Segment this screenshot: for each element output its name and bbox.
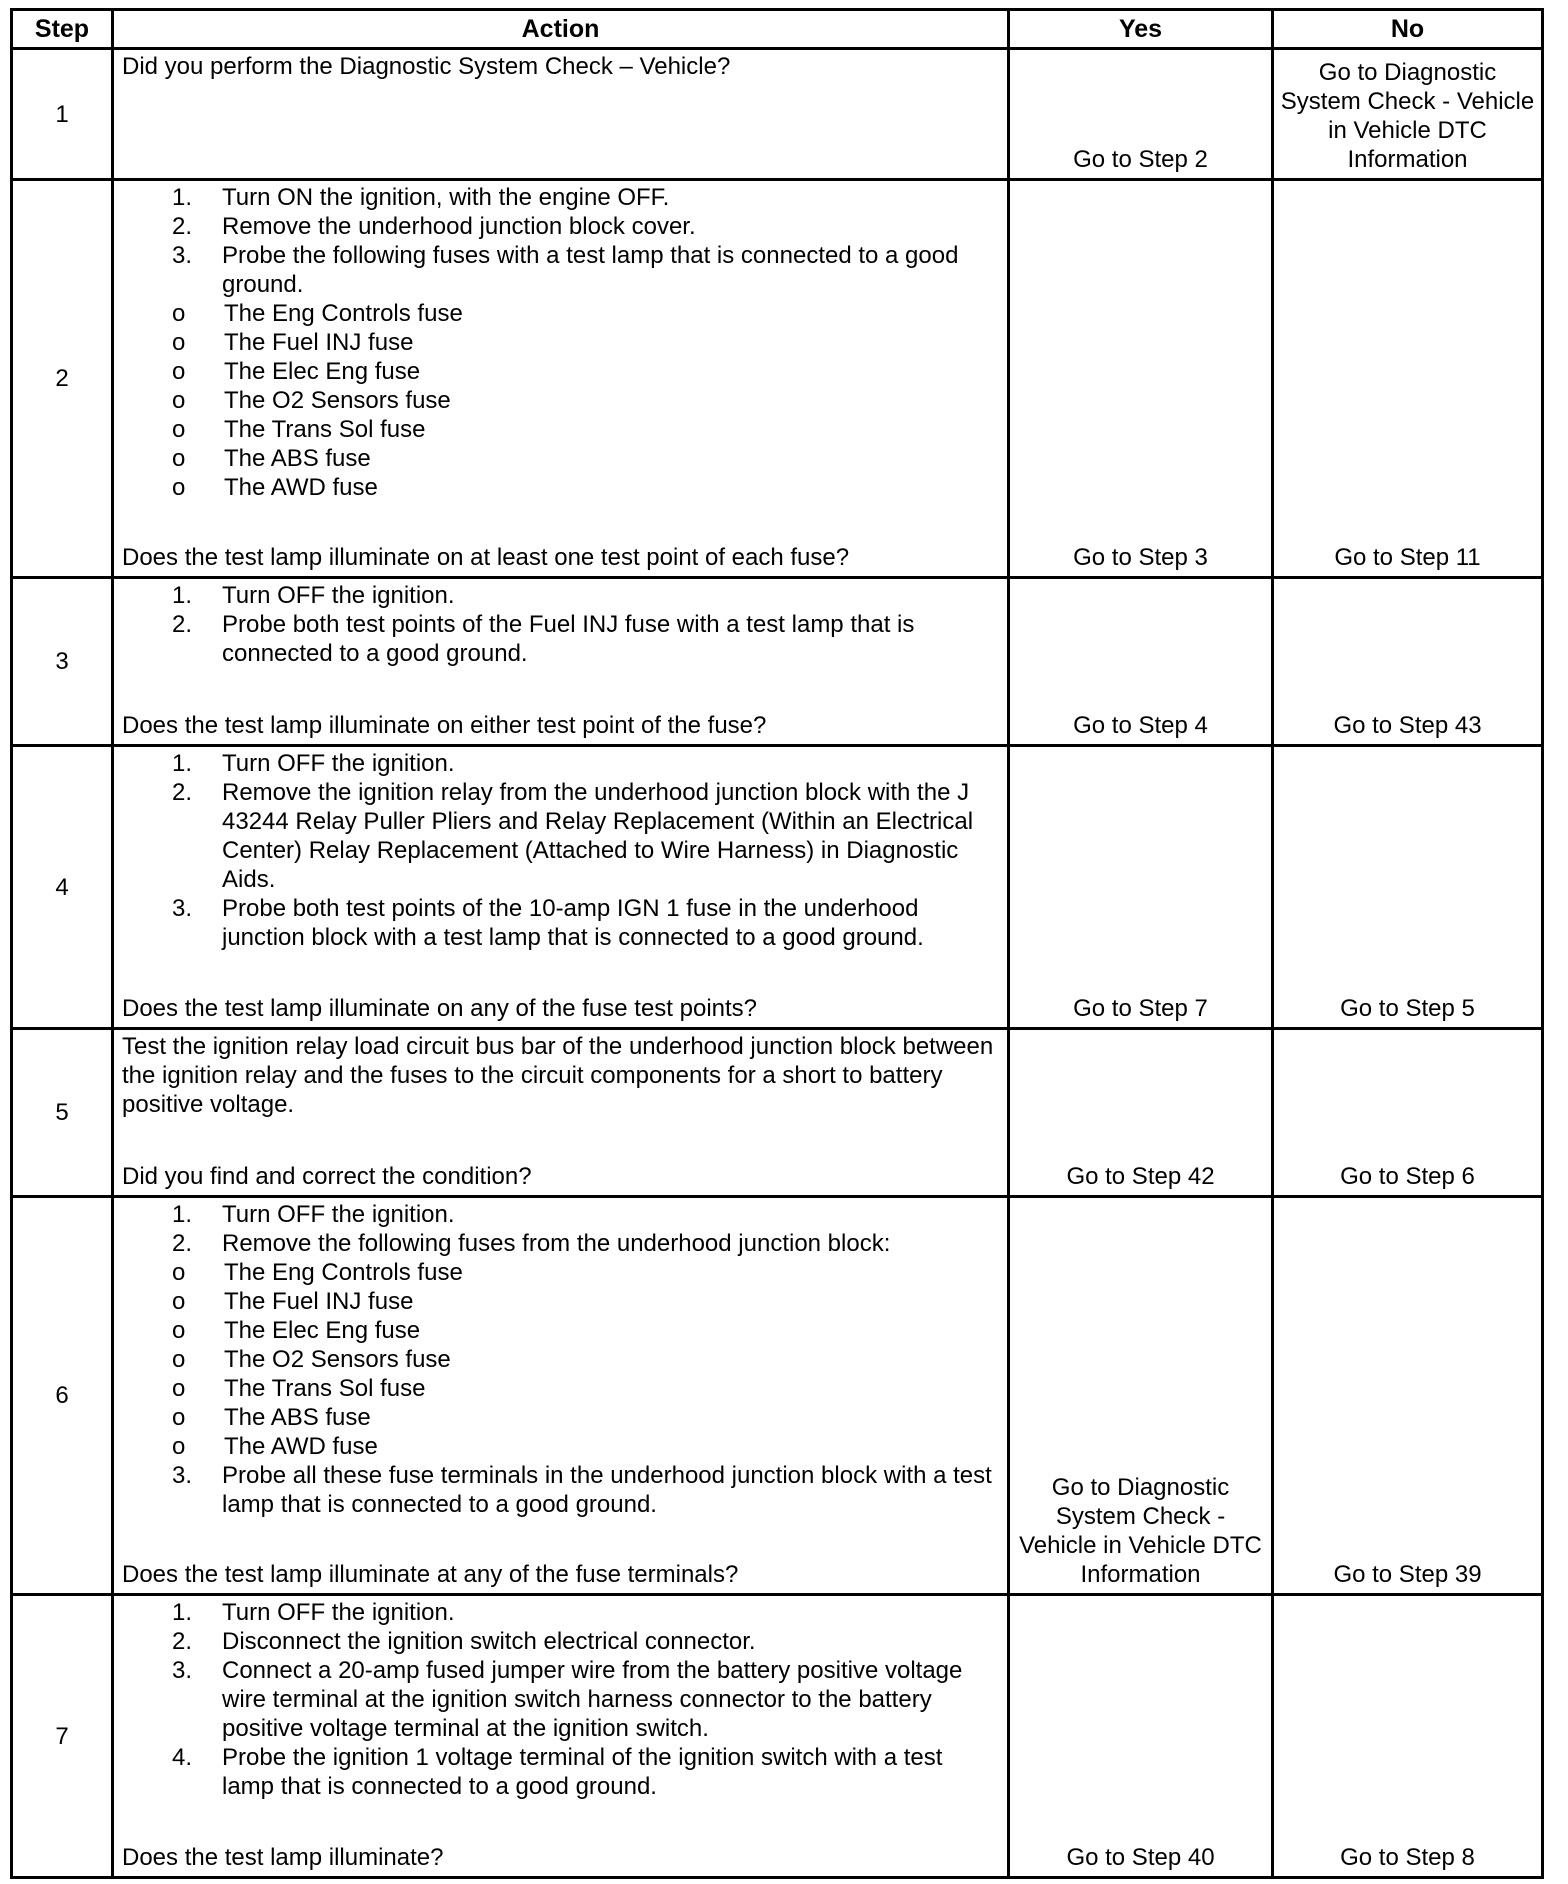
instruction-body (222, 212, 999, 241)
instruction-number: 2. (172, 213, 193, 240)
instruction-body (172, 241, 999, 502)
fuse-list-item (122, 415, 999, 444)
action-cell (113, 1197, 1009, 1595)
instruction-body (222, 1627, 999, 1656)
diagnostic-table (10, 8, 1544, 1879)
header-action: Action (113, 10, 1009, 49)
table-body (12, 49, 1543, 1878)
instruction-body (222, 183, 999, 212)
header-no: No (1273, 10, 1543, 49)
action-cell (113, 49, 1009, 180)
fuse-name: The Eng Controls fuse (224, 1259, 463, 1286)
circle-bullet-icon: o (172, 358, 186, 385)
fuse-list-item (122, 357, 999, 386)
action-instructions (122, 579, 999, 668)
table-row (12, 578, 1543, 746)
fuse-list-item (122, 1287, 999, 1316)
table-row (12, 49, 1543, 180)
action-cell (113, 578, 1009, 746)
circle-bullet-icon: o (172, 416, 186, 443)
instruction-number: 1. (172, 184, 193, 211)
step-number: 1 (12, 49, 113, 180)
no-outcome: Go to Step 5 (1273, 746, 1543, 1029)
instruction-body (222, 749, 999, 778)
instruction-item (122, 241, 999, 502)
action-content (122, 1596, 999, 1872)
fuse-list-item (122, 299, 999, 328)
instruction-item (122, 610, 999, 668)
action-question: Does the test lamp illuminate on either test point of the fuse? (122, 712, 767, 739)
circle-bullet-icon: o (172, 387, 186, 414)
action-question: Does the test lamp illuminate on at least one test point of each fuse? (122, 544, 850, 571)
table-row (12, 1595, 1543, 1878)
yes-outcome: Go to Step 42 (1009, 1029, 1273, 1197)
instruction-item (122, 778, 999, 894)
no-outcome: Go to Diagnostic System Check - Vehicle in Vehicle DTC Information (1273, 49, 1543, 180)
instruction-item (122, 1598, 999, 1627)
circle-bullet-icon: o (172, 300, 186, 327)
fuse-name: The Elec Eng fuse (224, 1317, 421, 1344)
instruction-body (222, 1461, 999, 1519)
yes-outcome: Go to Diagnostic System Check - Vehicle in Vehicle DTC Information (1009, 1197, 1273, 1595)
action-intro: Did you perform the Diagnostic System Check – Vehicle? (122, 53, 731, 80)
fuse-name: The Fuel INJ fuse (224, 329, 414, 356)
instruction-item (122, 1229, 999, 1461)
instruction-item (122, 581, 999, 610)
instruction-text: Remove the ignition relay from the underhood junction block with the J 43244 Relay Puller Pliers and Relay Replacement (Within an Electrical Center) Relay Replacement (Attached to Wire Harness) in Diagnostic Aids. (222, 779, 974, 893)
fuse-list-item (122, 1374, 999, 1403)
no-outcome: Go to Step 6 (1273, 1029, 1543, 1197)
diagnostic-table-container (10, 8, 1541, 1879)
yes-outcome: Go to Step 40 (1009, 1595, 1273, 1878)
action-cell (113, 1595, 1009, 1878)
circle-bullet-icon: o (172, 474, 186, 501)
fuse-name: The Trans Sol fuse (224, 416, 426, 443)
step-number: 7 (12, 1595, 113, 1878)
fuse-list-item (122, 1316, 999, 1345)
instruction-number: 1. (172, 750, 193, 777)
instruction-item (122, 1627, 999, 1656)
instruction-text: Remove the underhood junction block cover. (222, 213, 696, 240)
header-yes: Yes (1009, 10, 1273, 49)
action-instructions (122, 1030, 999, 1119)
table-row (12, 1029, 1543, 1197)
step-number: 3 (12, 578, 113, 746)
yes-outcome: Go to Step 3 (1009, 180, 1273, 578)
table-row (12, 746, 1543, 1029)
instruction-body (222, 778, 999, 894)
step-number: 5 (12, 1029, 113, 1197)
circle-bullet-icon: o (172, 445, 186, 472)
instruction-number: 3. (172, 1657, 193, 1684)
instruction-number: 1. (172, 1599, 193, 1626)
instruction-list (122, 1200, 999, 1519)
instruction-list (122, 749, 999, 952)
action-content (122, 50, 999, 174)
action-cell (113, 1029, 1009, 1197)
header-row (12, 10, 1543, 49)
table-row (12, 180, 1543, 578)
table-row (12, 1197, 1543, 1595)
fuse-list-item (122, 444, 999, 473)
instruction-text: Turn OFF the ignition. (222, 582, 455, 609)
circle-bullet-icon: o (172, 1317, 186, 1344)
instruction-number: 3. (172, 895, 193, 922)
fuse-name: The O2 Sensors fuse (224, 1346, 451, 1373)
action-instructions (122, 1596, 999, 1801)
action-content (122, 1030, 999, 1191)
fuse-list (122, 299, 999, 502)
instruction-item (122, 212, 999, 241)
circle-bullet-icon: o (172, 1404, 186, 1431)
instruction-text: Turn ON the ignition, with the engine OFF. (222, 184, 670, 211)
step-number: 4 (12, 746, 113, 1029)
circle-bullet-icon: o (172, 1288, 186, 1315)
instruction-item (122, 1200, 999, 1229)
action-instructions (122, 1198, 999, 1519)
fuse-list-item (122, 328, 999, 357)
instruction-number: 2. (172, 1628, 193, 1655)
instruction-text: Probe both test points of the Fuel INJ fuse with a test lamp that is connected to a good ground. (222, 611, 915, 667)
action-content (122, 747, 999, 1023)
fuse-list (122, 1258, 999, 1461)
instruction-number: 3. (172, 1462, 193, 1489)
instruction-text: Turn OFF the ignition. (222, 750, 455, 777)
instruction-text: Probe all these fuse terminals in the underhood junction block with a test lamp that is connected to a good ground. (222, 1462, 992, 1518)
instruction-body (222, 894, 999, 952)
instruction-text: Probe the ignition 1 voltage terminal of the ignition switch with a test lamp that is connected to a good ground. (222, 1744, 943, 1800)
instruction-item (122, 1743, 999, 1801)
action-content (122, 579, 999, 740)
instruction-body (222, 1598, 999, 1627)
fuse-list-item (122, 386, 999, 415)
header-step: Step (12, 10, 113, 49)
yes-outcome: Go to Step 7 (1009, 746, 1273, 1029)
fuse-list-item (122, 1432, 999, 1461)
instruction-list (122, 581, 999, 668)
action-cell (113, 180, 1009, 578)
no-outcome: Go to Step 43 (1273, 578, 1543, 746)
no-outcome: Go to Step 11 (1273, 180, 1543, 578)
fuse-name: The Elec Eng fuse (224, 358, 421, 385)
action-instructions (122, 50, 999, 81)
instruction-text: Disconnect the ignition switch electrical connector. (222, 1628, 756, 1655)
circle-bullet-icon: o (172, 1375, 186, 1402)
fuse-name: The Eng Controls fuse (224, 300, 463, 327)
instruction-number: 2. (172, 779, 193, 806)
instruction-number: 1. (172, 582, 193, 609)
step-number: 6 (12, 1197, 113, 1595)
fuse-name: The Trans Sol fuse (224, 1375, 426, 1402)
instruction-body (222, 610, 999, 668)
instruction-text: Probe both test points of the 10-amp IGN 1 fuse in the underhood junction block with a test lamp that is connected to a good ground. (222, 895, 924, 951)
instruction-item (122, 1656, 999, 1743)
fuse-name: The O2 Sensors fuse (224, 387, 451, 414)
instruction-list (122, 1598, 999, 1801)
action-question: Does the test lamp illuminate? (122, 1844, 444, 1871)
instruction-number: 2. (172, 611, 193, 638)
instruction-body (222, 581, 999, 610)
action-cell (113, 746, 1009, 1029)
yes-outcome: Go to Step 2 (1009, 49, 1273, 180)
step-number: 2 (12, 180, 113, 578)
action-content (122, 1198, 999, 1589)
circle-bullet-icon: o (172, 1346, 186, 1373)
instruction-body (222, 1200, 999, 1229)
instruction-text: Probe the following fuses with a test lamp that is connected to a good ground. (222, 242, 959, 298)
fuse-name: The ABS fuse (224, 445, 371, 472)
instruction-text: Turn OFF the ignition. (222, 1599, 455, 1626)
fuse-name: The Fuel INJ fuse (224, 1288, 414, 1315)
fuse-name: The ABS fuse (224, 1404, 371, 1431)
action-question: Does the test lamp illuminate at any of the fuse terminals? (122, 1561, 739, 1588)
fuse-list-item (122, 1258, 999, 1287)
instruction-body (172, 1229, 999, 1461)
instruction-item (122, 183, 999, 212)
fuse-list-item (122, 1345, 999, 1374)
circle-bullet-icon: o (172, 1259, 186, 1286)
action-content (122, 181, 999, 572)
action-instructions (122, 181, 999, 502)
instruction-text: Turn OFF the ignition. (222, 1201, 455, 1228)
action-question: Did you find and correct the condition? (122, 1163, 532, 1190)
instruction-number: 1. (172, 1201, 193, 1228)
action-instructions (122, 747, 999, 952)
instruction-number: 3. (172, 242, 193, 269)
circle-bullet-icon: o (172, 1433, 186, 1460)
fuse-list-item (122, 1403, 999, 1432)
action-intro: Test the ignition relay load circuit bus bar of the underhood junction block between the ignition relay and the fuses to the circuit components for a short to battery positive voltage. (122, 1033, 994, 1118)
instruction-number: 4. (172, 1744, 193, 1771)
fuse-list-item (122, 473, 999, 502)
fuse-name: The AWD fuse (224, 474, 378, 501)
instruction-list (122, 183, 999, 502)
instruction-number: 2. (172, 1230, 193, 1257)
yes-outcome: Go to Step 4 (1009, 578, 1273, 746)
instruction-item (122, 749, 999, 778)
no-outcome: Go to Step 8 (1273, 1595, 1543, 1878)
no-outcome: Go to Step 39 (1273, 1197, 1543, 1595)
instruction-item (122, 1461, 999, 1519)
instruction-item (122, 894, 999, 952)
instruction-text: Connect a 20-amp fused jumper wire from the battery positive voltage wire terminal at the ignition switch harness connector to the battery positive voltage terminal at the ignition switch. (222, 1657, 963, 1742)
instruction-text: Remove the following fuses from the underhood junction block: (222, 1230, 891, 1257)
instruction-body (222, 1743, 999, 1801)
instruction-body (222, 1656, 999, 1743)
action-question: Does the test lamp illuminate on any of the fuse test points? (122, 995, 758, 1022)
fuse-name: The AWD fuse (224, 1433, 378, 1460)
circle-bullet-icon: o (172, 329, 186, 356)
